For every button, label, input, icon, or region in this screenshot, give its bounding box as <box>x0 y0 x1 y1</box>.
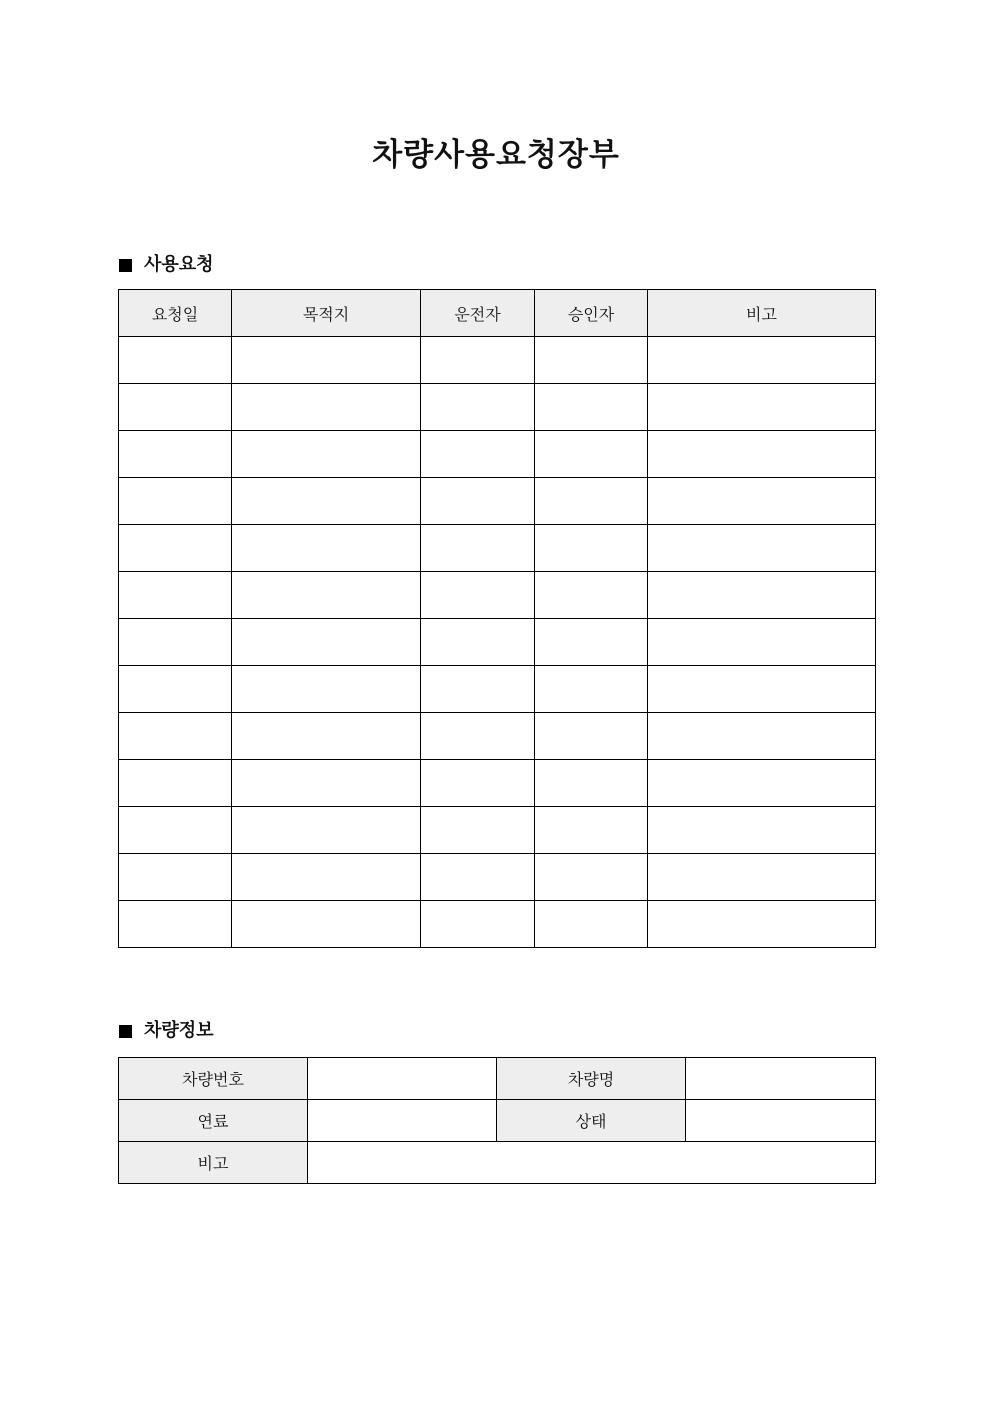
approver-cell[interactable] <box>535 713 648 760</box>
remarks-cell[interactable] <box>648 525 876 572</box>
vehicle-number-label: 차량번호 <box>119 1058 308 1100</box>
remarks-cell[interactable] <box>648 713 876 760</box>
request-date-cell[interactable] <box>119 666 232 713</box>
approver-cell[interactable] <box>535 760 648 807</box>
request-date-cell[interactable] <box>119 525 232 572</box>
request-date-cell[interactable] <box>119 854 232 901</box>
request-date-cell[interactable] <box>119 713 232 760</box>
driver-cell[interactable] <box>421 525 535 572</box>
driver-cell[interactable] <box>421 384 535 431</box>
request-date-cell[interactable] <box>119 431 232 478</box>
vehicle-section-title: 차량정보 <box>144 1020 214 1041</box>
table-header-row <box>119 290 876 337</box>
request-log-table <box>118 289 876 948</box>
remarks-cell[interactable] <box>648 431 876 478</box>
remarks-cell[interactable] <box>648 807 876 854</box>
remarks-cell[interactable] <box>648 666 876 713</box>
document-title: 차량사용요청장부 <box>372 137 620 173</box>
remarks-cell[interactable] <box>648 572 876 619</box>
remarks-cell[interactable] <box>648 619 876 666</box>
column-header-approver: 승인자 <box>535 290 648 337</box>
approver-cell[interactable] <box>535 807 648 854</box>
request-date-cell[interactable] <box>119 619 232 666</box>
request-date-cell[interactable] <box>119 337 232 384</box>
remarks-cell[interactable] <box>648 384 876 431</box>
table-row <box>119 807 876 854</box>
table-row <box>119 337 876 384</box>
fuel-field[interactable] <box>308 1100 497 1142</box>
approver-cell[interactable] <box>535 384 648 431</box>
request-date-cell[interactable] <box>119 807 232 854</box>
approver-cell[interactable] <box>535 666 648 713</box>
driver-cell[interactable] <box>421 619 535 666</box>
remarks-cell[interactable] <box>648 901 876 948</box>
column-header-driver: 운전자 <box>421 290 535 337</box>
destination-cell[interactable] <box>232 478 421 525</box>
table-row <box>119 384 876 431</box>
destination-cell[interactable] <box>232 525 421 572</box>
driver-cell[interactable] <box>421 854 535 901</box>
square-bullet-icon <box>119 1025 132 1038</box>
driver-cell[interactable] <box>421 713 535 760</box>
table-row <box>119 760 876 807</box>
request-log-body <box>119 337 876 948</box>
status-field[interactable] <box>686 1100 876 1142</box>
approver-cell[interactable] <box>535 619 648 666</box>
column-header-remarks: 비고 <box>648 290 876 337</box>
driver-cell[interactable] <box>421 572 535 619</box>
approver-cell[interactable] <box>535 901 648 948</box>
remarks-cell[interactable] <box>648 478 876 525</box>
approver-cell[interactable] <box>535 478 648 525</box>
fuel-label: 연료 <box>119 1100 308 1142</box>
remarks-field[interactable] <box>308 1142 876 1184</box>
table-row <box>119 1142 876 1184</box>
destination-cell[interactable] <box>232 384 421 431</box>
table-row <box>119 525 876 572</box>
destination-cell[interactable] <box>232 337 421 384</box>
destination-cell[interactable] <box>232 807 421 854</box>
approver-cell[interactable] <box>535 572 648 619</box>
column-header-destination: 목적지 <box>232 290 421 337</box>
destination-cell[interactable] <box>232 901 421 948</box>
table-row <box>119 619 876 666</box>
driver-cell[interactable] <box>421 478 535 525</box>
table-row <box>119 431 876 478</box>
driver-cell[interactable] <box>421 760 535 807</box>
driver-cell[interactable] <box>421 431 535 478</box>
driver-cell[interactable] <box>421 337 535 384</box>
request-date-cell[interactable] <box>119 478 232 525</box>
approver-cell[interactable] <box>535 854 648 901</box>
destination-cell[interactable] <box>232 431 421 478</box>
destination-cell[interactable] <box>232 760 421 807</box>
request-date-cell[interactable] <box>119 384 232 431</box>
table-row <box>119 1058 876 1100</box>
vehicle-info-table <box>118 1057 876 1184</box>
table-row <box>119 854 876 901</box>
request-date-cell[interactable] <box>119 760 232 807</box>
destination-cell[interactable] <box>232 572 421 619</box>
remarks-cell[interactable] <box>648 760 876 807</box>
approver-cell[interactable] <box>535 337 648 384</box>
table-row <box>119 901 876 948</box>
request-section-heading <box>119 253 214 277</box>
table-row <box>119 666 876 713</box>
driver-cell[interactable] <box>421 807 535 854</box>
destination-cell[interactable] <box>232 713 421 760</box>
remarks-cell[interactable] <box>648 854 876 901</box>
remarks-cell[interactable] <box>648 337 876 384</box>
request-date-cell[interactable] <box>119 901 232 948</box>
table-row <box>119 713 876 760</box>
table-row <box>119 478 876 525</box>
table-row <box>119 572 876 619</box>
driver-cell[interactable] <box>421 666 535 713</box>
request-section-title: 사용요청 <box>144 254 214 275</box>
square-bullet-icon <box>119 259 132 272</box>
column-header-request-date: 요청일 <box>119 290 232 337</box>
driver-cell[interactable] <box>421 901 535 948</box>
vehicle-name-label: 차량명 <box>497 1058 686 1100</box>
request-date-cell[interactable] <box>119 572 232 619</box>
vehicle-number-field[interactable] <box>308 1058 497 1100</box>
remarks-label: 비고 <box>119 1142 308 1184</box>
table-row <box>119 1100 876 1142</box>
status-label: 상태 <box>497 1100 686 1142</box>
destination-cell[interactable] <box>232 854 421 901</box>
vehicle-name-field[interactable] <box>686 1058 876 1100</box>
approver-cell[interactable] <box>535 431 648 478</box>
vehicle-section-heading <box>119 1019 214 1043</box>
approver-cell[interactable] <box>535 525 648 572</box>
destination-cell[interactable] <box>232 619 421 666</box>
destination-cell[interactable] <box>232 666 421 713</box>
